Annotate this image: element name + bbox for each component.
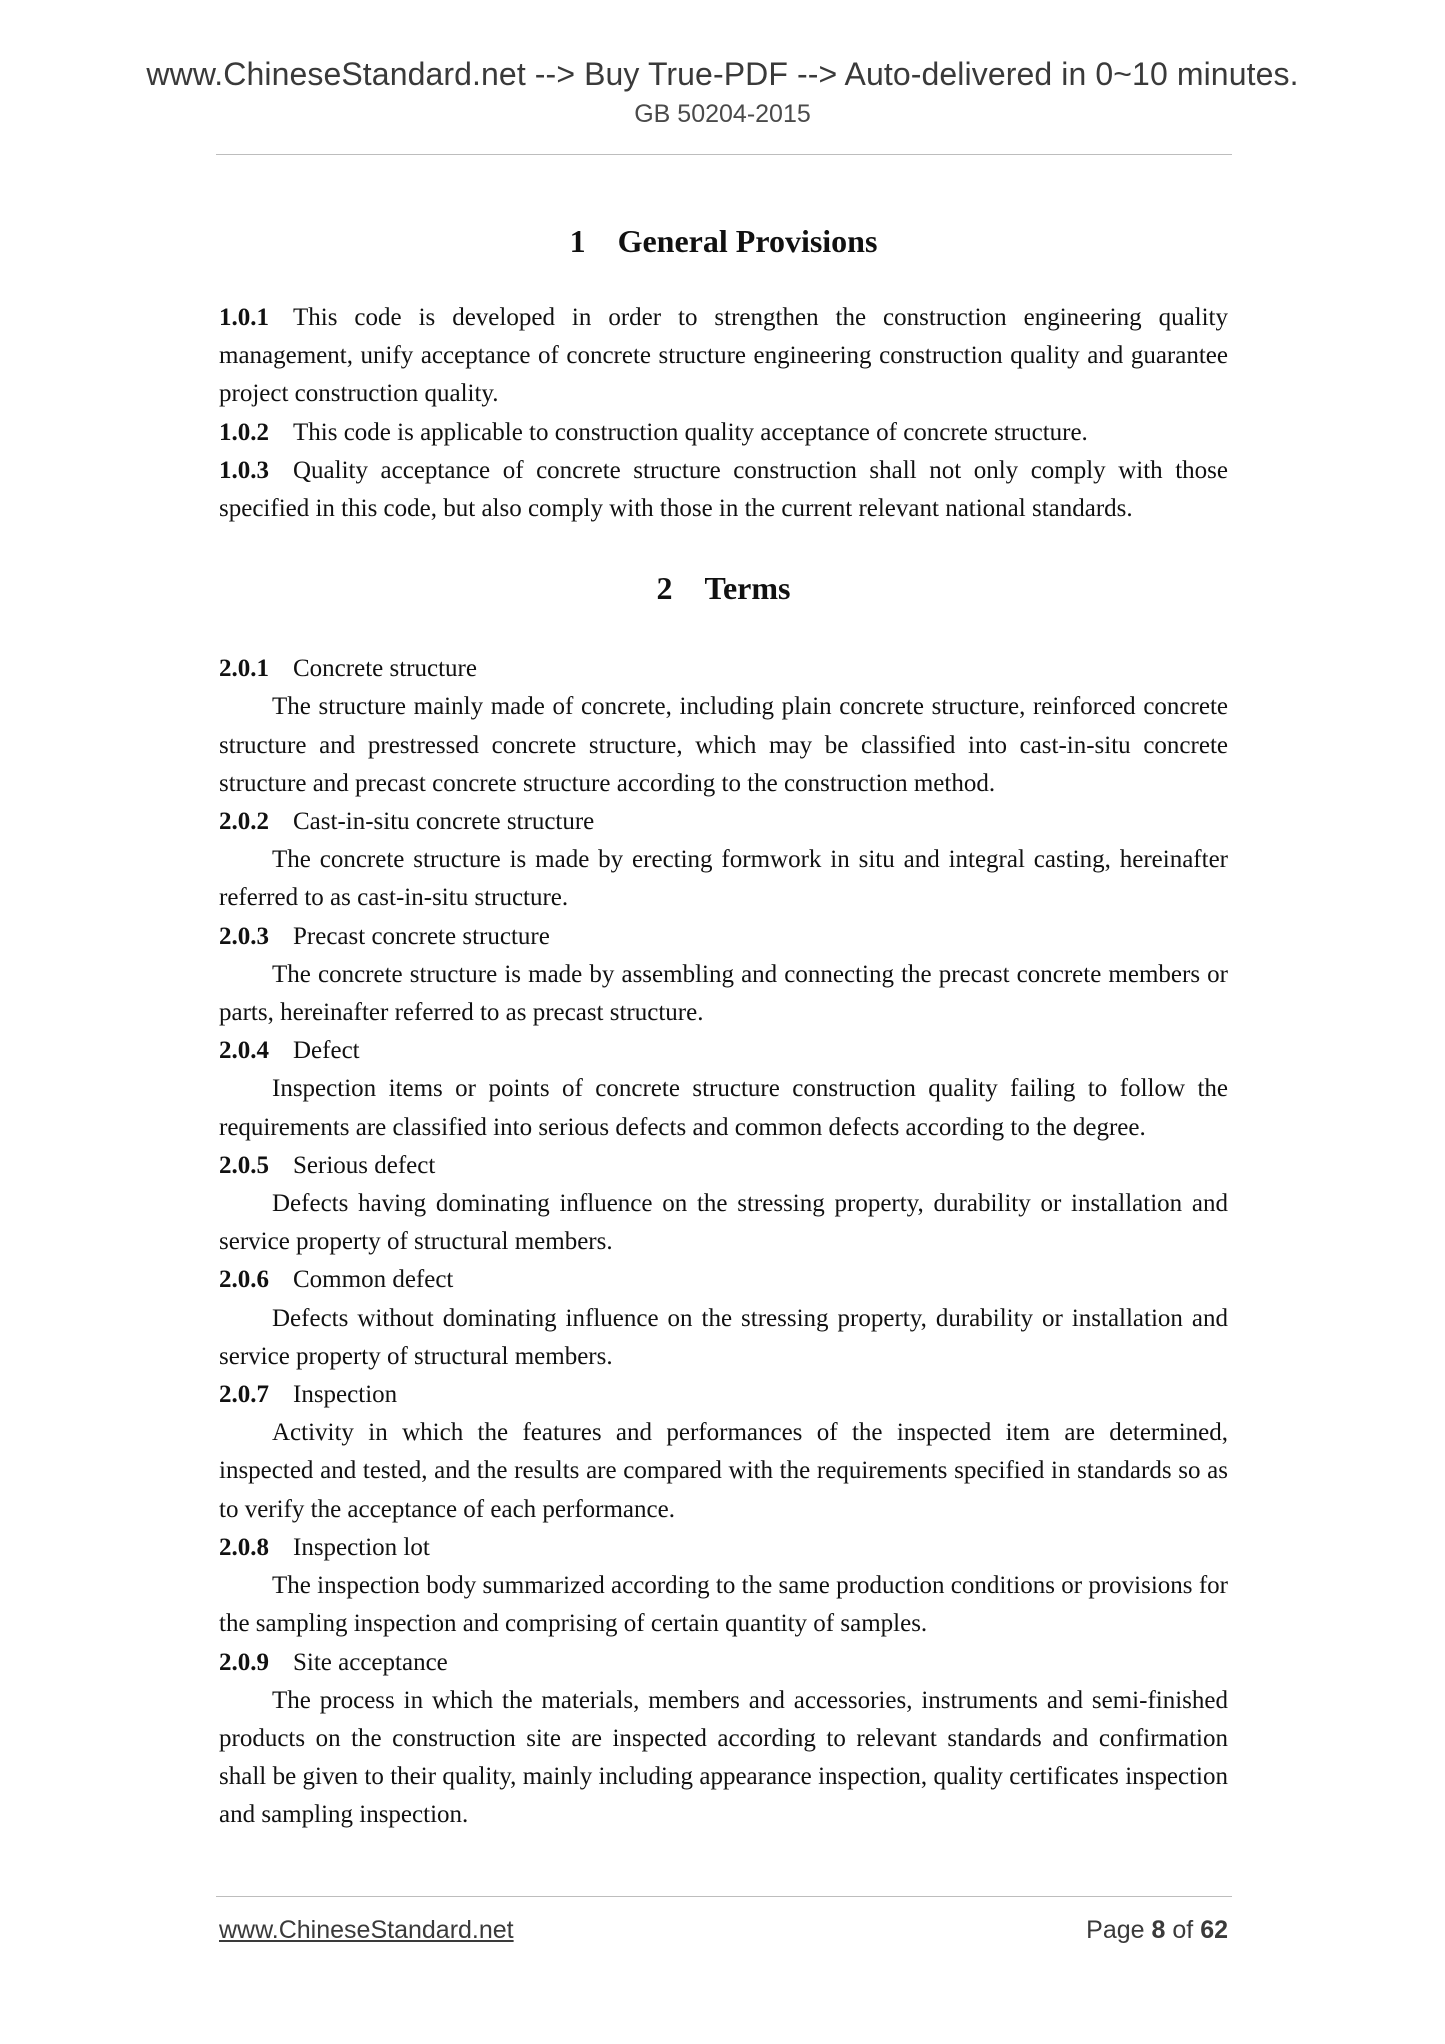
section-number: 2 [656, 570, 673, 607]
term-2-0-8-definition: The inspection body summarized according to the same production conditions or provisions for the sampling inspection and comprising of certain quantity of samples. [219, 1572, 1228, 1638]
clause-number: 1.0.3 [219, 456, 269, 484]
section-2-title [219, 568, 1228, 608]
term-number: 2.0.3 [219, 922, 269, 950]
section-number: 1 [569, 223, 586, 259]
footer-divider [216, 1896, 1232, 1897]
document-body [219, 205, 1228, 1835]
term-name: Defect [293, 1037, 360, 1065]
term-2-0-1-definition: The structure mainly made of concrete, including plain concrete structure, reinforced concrete structure and prestressed concrete structure, which may be classified into cast-in-situ concrete structure and precast concrete structure according to the construction method. [219, 693, 1228, 797]
header-banner[interactable]: www.ChineseStandard.net --> Buy True-PDF --> Auto-delivered in 0~10 minutes. [146, 56, 1299, 92]
page-header [0, 54, 1445, 130]
footer-site-link[interactable]: www.ChineseStandard.net [219, 1916, 514, 1944]
current-page-number: 8 [1151, 1916, 1166, 1944]
term-2-0-7-heading [219, 1376, 1228, 1414]
document-code: GB 50204-2015 [634, 100, 811, 128]
clause-1-0-2 [219, 414, 1228, 452]
term-2-0-3-definition: The concrete structure is made by assembling and connecting the precast concrete members or parts, hereinafter referred to as precast structure. [219, 960, 1228, 1027]
term-name: Inspection [293, 1381, 398, 1409]
term-number: 2.0.6 [219, 1266, 269, 1294]
term-2-0-6-heading [219, 1261, 1228, 1299]
term-2-0-6-definition: Defects without dominating influence on the stressing property, durability or installation and service property of structural members. [219, 1304, 1228, 1370]
term-number: 2.0.1 [219, 655, 269, 683]
term-number: 2.0.8 [219, 1533, 269, 1561]
clause-number: 1.0.2 [219, 418, 269, 446]
term-2-0-3-heading [219, 918, 1228, 956]
clause-text: Quality acceptance of concrete structure construction shall not only comply with those specified in this code, but also comply with those in the current relevant national standards. [219, 456, 1228, 523]
term-2-0-5-heading [219, 1147, 1228, 1185]
term-2-0-4-definition: Inspection items or points of concrete structure construction quality failing to follow the requirements are classified into serious defects and common defects according to the degree. [219, 1075, 1228, 1141]
term-2-0-1-heading [219, 650, 1228, 688]
term-name: Common defect [293, 1266, 454, 1294]
term-name: Cast-in-situ concrete structure [293, 808, 595, 836]
term-number: 2.0.2 [219, 808, 269, 836]
term-name: Serious defect [293, 1151, 436, 1179]
term-2-0-5-definition: Defects having dominating influence on the stressing property, durability or installation and service property of structural members. [219, 1190, 1228, 1256]
clause-1-0-3 [219, 452, 1228, 528]
term-name: Inspection lot [293, 1533, 430, 1561]
term-number: 2.0.5 [219, 1151, 269, 1179]
section-title-text: General Provisions [617, 223, 878, 259]
term-name: Site acceptance [293, 1648, 448, 1676]
section-1-title [219, 221, 1228, 261]
term-2-0-8-heading [219, 1529, 1228, 1567]
clause-text: This code is developed in order to strengthen the construction engineering quality management, unify acceptance of concrete structure engineering construction quality and guarantee project construction quality. [219, 304, 1228, 408]
term-number: 2.0.7 [219, 1381, 269, 1409]
term-2-0-2-heading [219, 803, 1228, 841]
term-number: 2.0.4 [219, 1037, 269, 1065]
term-2-0-9-definition: The process in which the materials, members and accessories, instruments and semi-finished products on the construction site are inspected according to relevant standards and confirmation shall be given to their quality, mainly including appearance inspection, quality certificates inspection and sampling inspection. [219, 1686, 1228, 1829]
term-2-0-4-heading [219, 1032, 1228, 1070]
term-name: Precast concrete structure [293, 922, 550, 950]
header-divider [216, 154, 1232, 155]
term-name: Concrete structure [293, 655, 477, 683]
clause-1-0-1 [219, 299, 1228, 414]
page-of-label: of [1172, 1916, 1194, 1944]
term-2-0-7-definition: Activity in which the features and performances of the inspected item are determined, inspected and tested, and the results are compared with the requirements specified in standards so as to verify the acceptance of each performance. [219, 1419, 1228, 1523]
term-number: 2.0.9 [219, 1648, 269, 1676]
term-2-0-2-definition: The concrete structure is made by erecting formwork in situ and integral casting, hereinafter referred to as cast-in-situ structure. [219, 846, 1228, 912]
total-pages-number: 62 [1200, 1916, 1228, 1944]
term-2-0-9-heading [219, 1644, 1228, 1682]
clause-number: 1.0.1 [219, 304, 269, 331]
page-indicator [1086, 1914, 1228, 1946]
page-label: Page [1086, 1916, 1145, 1944]
section-title-text: Terms [704, 570, 791, 607]
clause-text: This code is applicable to construction quality acceptance of concrete structure. [293, 418, 1088, 446]
